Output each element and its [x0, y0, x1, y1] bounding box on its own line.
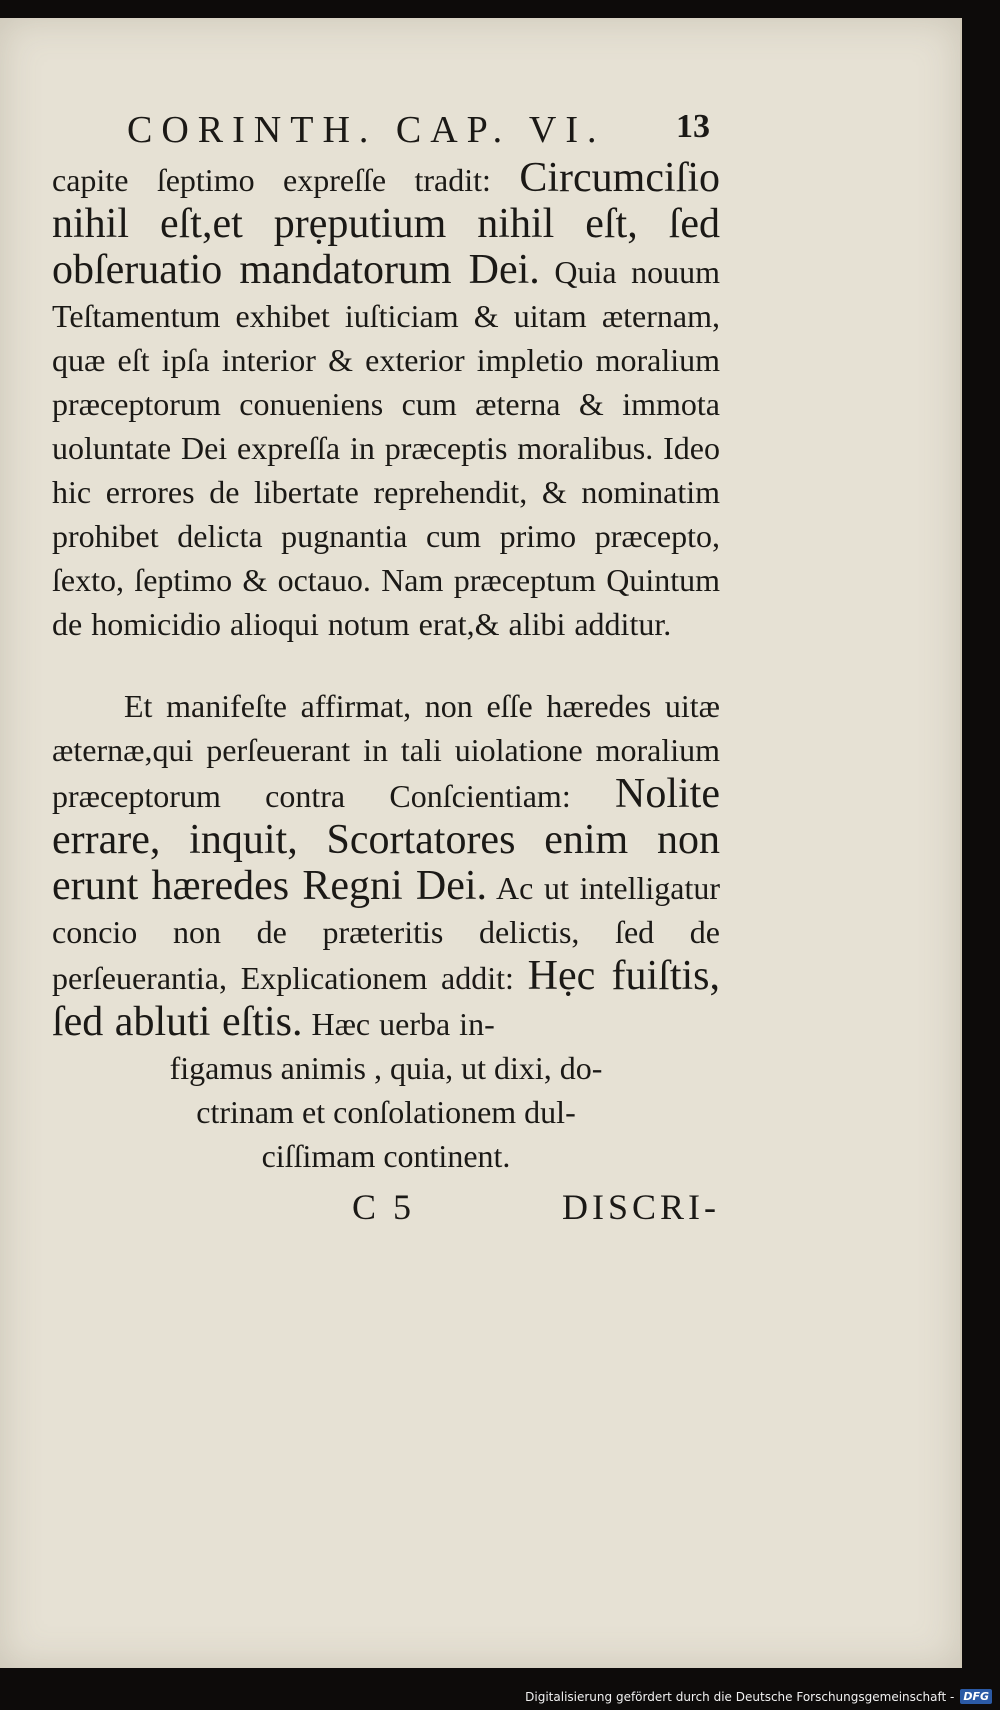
paragraph-1-rest: Quia nouum Teſtamentum exhibet iuſticiam & uitam æternam, quæ eſt ipſa interior & exterior impletio moralium præceptorum conueniens cum æterna & immota uoluntate Dei expreſſa in præceptis moralibus. Ideo hic errores de libertate reprehendit, & nominatim prohibet delicta pugnantia cum primo præcepto, ſexto, ſeptimo & octauo. Nam præceptum Quintum de homicidio alioqui notum erat,& alibi additur.: [52, 254, 720, 642]
digitization-footer: [525, 1689, 992, 1704]
running-head-title: CORINTH. CAP. VI.: [127, 109, 606, 151]
paragraph-1: [52, 156, 720, 646]
catchword: DISCRI-: [561, 1187, 720, 1227]
tail-line-2: ctrinam et conſolationem dul-: [196, 1094, 576, 1130]
catchword-line: [52, 1182, 720, 1238]
paragraph-1-lead: capite ſeptimo expreſſe tradit:: [52, 162, 520, 198]
text-block: [52, 78, 720, 1238]
paragraph-1-quote: Circumciſio nihil eſt,et prẹputium nihil eſt, ſed obſeruatio mandatorum Dei.: [52, 155, 720, 293]
tail-line-1: figamus animis , quia, ut dixi, do-: [169, 1050, 603, 1086]
paragraph-2-lead: Et manifeſte affirmat, non eſſe hæredes uitæ æternæ,qui perſeuerant in tali uiolatione moralium præceptorum contra Conſcientiam:: [52, 688, 720, 814]
paragraph-2-rest: Hæc uerba in-: [302, 1006, 495, 1042]
paragraph-2-quote-1: Nolite errare, inquit, Scortatores enim non erunt hæredes Regni Dei.: [52, 771, 720, 909]
dfg-logo-icon: DFG: [960, 1689, 992, 1704]
paragraph-2-quote-2: Hẹc fuiſtis, ſed abluti eſtis.: [52, 953, 720, 1045]
page-number: 13: [676, 108, 710, 145]
signature-mark: C 5: [352, 1187, 416, 1227]
tail-line-3: ciſſimam continent.: [261, 1138, 511, 1174]
book-page: [0, 18, 962, 1668]
paragraph-2-middle: Ac ut intelligatur concio non de præteritis delictis, ſed de perſeuerantia, Explicationem addit:: [52, 870, 721, 996]
paragraph-2: [52, 684, 720, 1046]
running-head: [52, 78, 720, 151]
footer-credit-text: Digitalisierung gefördert durch die Deutsche Forschungsgemeinschaft -: [525, 1689, 955, 1704]
